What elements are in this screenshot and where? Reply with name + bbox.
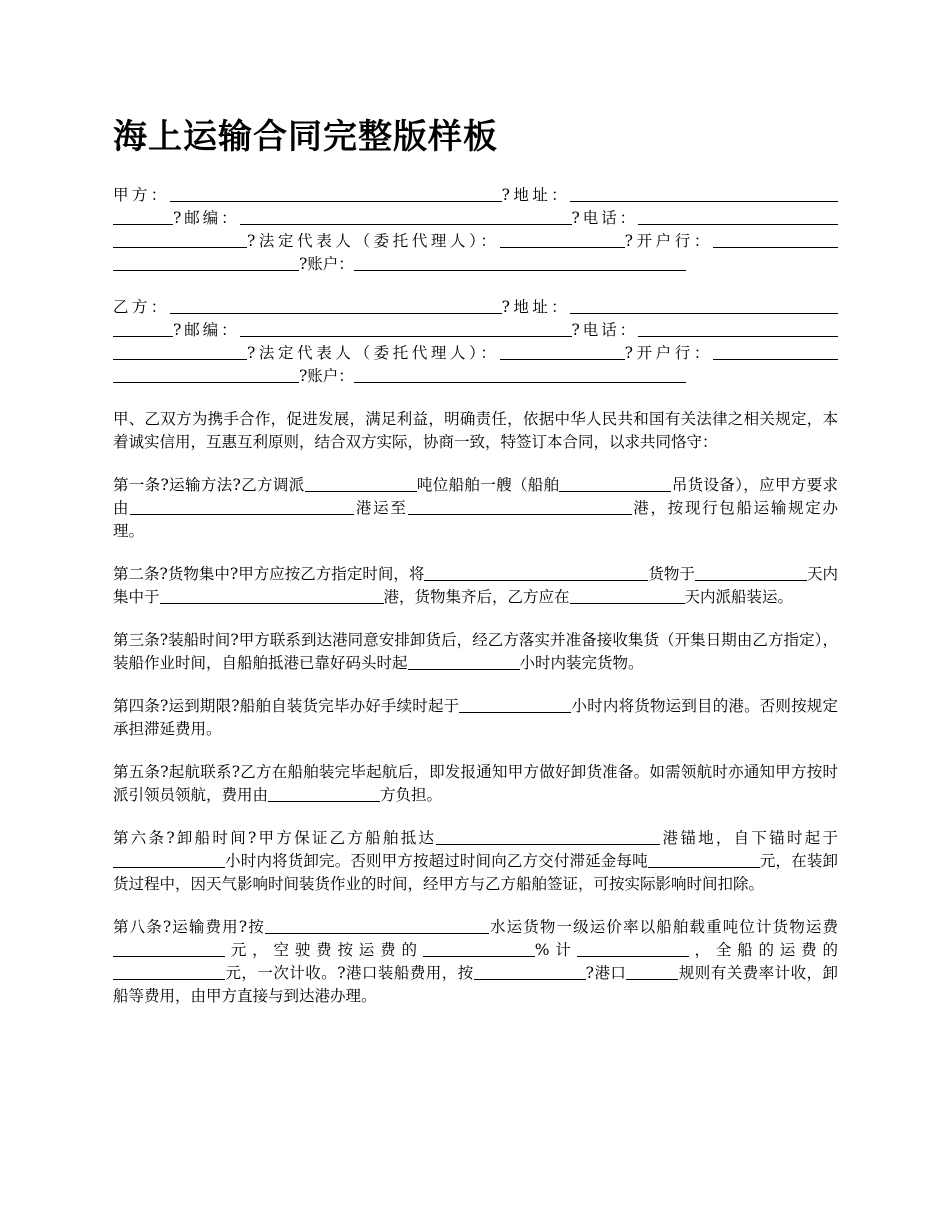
article-6-text-2: 港锚地，自下锚时起于 (660, 829, 838, 847)
party-a-postcode-label: ?邮编： (173, 209, 240, 227)
article-2-text-5: 天内派船装运。 (684, 588, 794, 606)
party-b-address-label: ?地址： (501, 298, 570, 316)
demurrage-blank-cont (708, 850, 760, 868)
article-4-text-1: 第四条?运到期限?船舶自装货完毕办好手续时起于 (113, 697, 460, 715)
arrival-port-blank (436, 827, 660, 845)
party-a-address-blank (570, 184, 838, 202)
party-b-address-blank-cont (113, 319, 173, 337)
article-8-text-7: ?港口 (585, 964, 627, 982)
party-b-phone-label: ?电话： (571, 321, 638, 339)
loading-hours-blank (408, 652, 520, 670)
article-1 (113, 474, 838, 543)
party-b-bank-blank-cont (113, 365, 299, 383)
article-6-text-3: 小时内将货卸完。否则甲方按超过时间向乙方交付滞延金每吨 (225, 852, 648, 870)
party-a-label: 甲方： (113, 186, 170, 204)
cargo-blank (424, 563, 648, 581)
article-2-text-1: 第二条?货物集中?甲方应按乙方指定时间，将 (113, 565, 425, 583)
article-8-text-1: 第八条?运输费用?按 (113, 918, 265, 936)
article-5-text-2: 方负担。 (380, 786, 443, 804)
party-a-address-label: ?地址： (501, 186, 570, 204)
article-8-text-4: %计 (534, 941, 577, 959)
article-2-text-3: 天内集中于 (113, 565, 838, 606)
party-a-phone-blank-cont (113, 230, 247, 248)
article-6-text-4: 元，在装卸货过程中，因天气影响时间装货作业的时间，经甲方与乙方船舶签证，可按实际影响时间扣除。 (113, 852, 838, 893)
party-b-name-blank (170, 296, 502, 314)
party-a-phone-blank (638, 207, 838, 225)
contract-page (113, 112, 838, 1028)
article-1-text-4: 港运至 (354, 499, 408, 517)
page-title: 海上运输合同完整版样板 (113, 117, 498, 157)
article-2-text-2: 货物于 (648, 565, 695, 583)
article-4-text-2: 小时内将货物运到目的港。否则按规定承担滞延费用。 (113, 697, 838, 738)
article-6-text-1: 第六条?卸船时间?甲方保证乙方船舶抵达 (113, 829, 437, 847)
empty-run-fee-blank (577, 939, 689, 957)
party-a-name-blank (170, 184, 502, 202)
total-freight-blank (113, 962, 225, 980)
article-5 (113, 761, 838, 807)
article-1-text-2: 吨位船舶一艘（船舶 (416, 476, 560, 494)
article-6 (113, 827, 838, 896)
party-b-rep-blank (500, 342, 625, 360)
origin-port-blank (130, 497, 354, 515)
collection-port-blank (160, 586, 384, 604)
empty-run-percent-blank (423, 939, 535, 957)
party-b-account-blank (354, 365, 686, 383)
article-1-text-3: 吊货设备），应甲方要求由 (113, 476, 838, 517)
unloading-hours-blank (113, 850, 225, 868)
pilot-fee-party-blank (268, 784, 380, 802)
freight-blank (113, 939, 225, 957)
rate-standard-blank (265, 916, 489, 934)
article-2-text-4: 港，货物集齐后，乙方应在 (383, 588, 570, 606)
party-a-bank-blank-cont (113, 253, 299, 271)
destination-port-blank (408, 497, 632, 515)
article-8-text-6: 元，一次计收。?港口装船费用，按 (225, 964, 474, 982)
party-a-rep-blank (500, 230, 625, 248)
transit-hours-blank (459, 695, 571, 713)
party-a-postcode-blank (240, 207, 572, 225)
article-3 (113, 629, 838, 675)
tonnage-blank (305, 474, 417, 492)
party-a-bank-blank (713, 230, 838, 248)
party-a-account-label: ?账户： (299, 255, 354, 273)
party-b-postcode-blank (240, 319, 572, 337)
party-b-bank-blank (713, 342, 838, 360)
lifting-gear-blank (559, 474, 671, 492)
party-a-rep-label: ?法定代表人（委托代理人）： (247, 232, 500, 250)
article-8-text-8: 规则有关费率计收，卸船等费用，由甲方直接与到达港办理。 (113, 964, 838, 1005)
party-b-block (113, 296, 838, 388)
article-1-text-5: 港，按现行包船运输规定办理。 (113, 499, 838, 540)
party-a-block (113, 184, 838, 276)
article-4 (113, 695, 838, 741)
dispatch-days-blank (570, 586, 685, 604)
party-b-account-label: ?账户： (299, 367, 354, 385)
party-b-postcode-label: ?邮编： (173, 321, 240, 339)
party-a-bank-label: ?开户行： (624, 232, 714, 250)
party-b-bank-label: ?开户行： (624, 344, 714, 362)
loading-fee-standard-blank (474, 962, 586, 980)
demurrage-blank (648, 850, 708, 868)
article-2 (113, 563, 838, 609)
party-b-phone-blank (638, 319, 838, 337)
party-b-label: 乙方： (113, 298, 170, 316)
days-blank-cont (755, 563, 807, 581)
article-5-text-1: 第五条?起航联系?乙方在船舶装完毕起航后，即发报通知甲方做好卸货准备。如需领航时亦通知甲方按时派引领员领航，费用由 (113, 763, 838, 804)
party-a-account-blank (354, 253, 686, 271)
article-8-text-5: ，全船的运费的 (688, 941, 838, 959)
article-3-text-2: 小时内装完货物。 (519, 654, 644, 672)
article-1-text-1: 第一条?运输方法?乙方调派 (113, 476, 305, 494)
party-b-phone-blank-cont (113, 342, 247, 360)
article-8-text-3: 元，空驶费按运费的 (225, 941, 423, 959)
party-a-phone-label: ?电话： (571, 209, 638, 227)
preamble: 甲、乙双方为携手合作，促进发展，满足利益，明确责任，依据中华人民共和国有关法律之相关规定，本着诚实信用，互惠互利原则，结合双方实际，协商一致，特签订本合同，以求共同恪守： (113, 410, 838, 451)
article-8-text-2: 水运货物一级运价率以船舶载重吨位计货物运费 (488, 918, 838, 936)
party-b-rep-label: ?法定代表人（委托代理人）： (247, 344, 500, 362)
port-rule-blank (626, 962, 678, 980)
days-blank (695, 563, 755, 581)
party-a-address-blank-cont (113, 207, 173, 225)
party-b-address-blank (570, 296, 838, 314)
article-8 (113, 916, 838, 1008)
article-3-text-1: 第三条?装船时间?甲方联系到达港同意安排卸货后，经乙方落实并准备接收集货（开集日期由乙方指定），装船作业时间，自船舶抵港已靠好码头时起 (113, 631, 838, 672)
